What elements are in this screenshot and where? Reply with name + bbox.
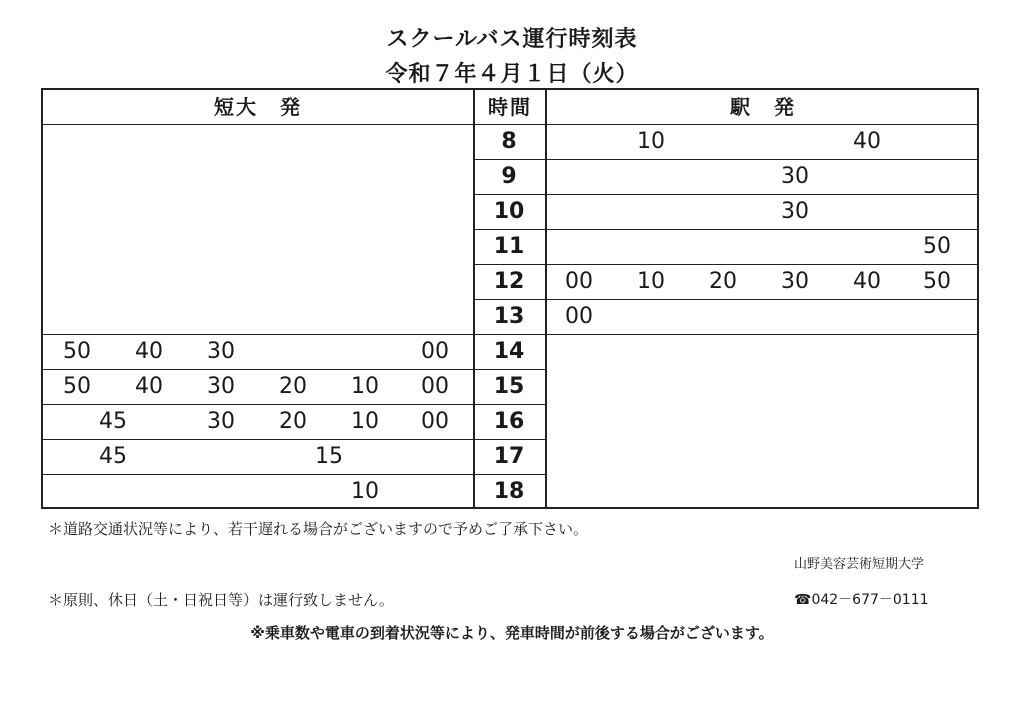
- college-departure-minute: 00: [421, 409, 449, 434]
- college-departure-minute: 40: [135, 374, 163, 399]
- hour-cell: 16: [493, 409, 525, 434]
- row-divider: [545, 159, 979, 160]
- phone-number: ☎042－677－0111: [794, 592, 929, 608]
- header-hour: 時間: [488, 95, 532, 119]
- college-departure-minute: 10: [351, 374, 379, 399]
- college-departure-minute: 20: [279, 374, 307, 399]
- college-departure-minute: 00: [421, 374, 449, 399]
- college-departure-minute: 10: [351, 409, 379, 434]
- hour-cell: 12: [493, 269, 525, 294]
- note-traffic: ＊道路交通状況等により、若干遅れる場合がございますので予めご了承下さい。: [48, 520, 589, 538]
- hour-cell: 18: [493, 479, 525, 504]
- college-departure-minute: 50: [63, 374, 91, 399]
- college-departure-minute: 30: [207, 409, 235, 434]
- row-divider: [545, 299, 979, 300]
- college-departure-minute: 20: [279, 409, 307, 434]
- row-divider: [473, 264, 545, 265]
- college-departure-minute: 00: [421, 339, 449, 364]
- row-divider: [473, 369, 545, 370]
- station-departure-minute: 00: [565, 269, 593, 294]
- row-divider: [545, 334, 979, 335]
- row-divider: [473, 474, 545, 475]
- station-departure-minute: 30: [781, 269, 809, 294]
- station-departure-minute: 40: [853, 129, 881, 154]
- college-departure-minute: 30: [207, 374, 235, 399]
- station-departure-minute: 20: [709, 269, 737, 294]
- college-departure-minute: 45: [99, 444, 127, 469]
- row-divider: [473, 229, 545, 230]
- hour-cell: 8: [501, 129, 517, 154]
- hour-cell: 17: [493, 444, 525, 469]
- row-divider: [473, 159, 545, 160]
- row-divider: [43, 474, 473, 475]
- station-departure-minute: 10: [637, 129, 665, 154]
- hour-cell: 13: [493, 304, 525, 329]
- station-departure-minute: 50: [923, 269, 951, 294]
- college-departure-minute: 50: [63, 339, 91, 364]
- timetable-date: 令和７年４月１日（火）: [385, 62, 639, 87]
- timetable-grid: [41, 88, 979, 509]
- college-departure-minute: 15: [315, 444, 343, 469]
- station-departure-minute: 30: [781, 199, 809, 224]
- station-departure-minute: 00: [565, 304, 593, 329]
- row-divider: [473, 299, 545, 300]
- hour-cell: 10: [493, 199, 525, 224]
- header-from-college: 短大 発: [214, 95, 302, 119]
- station-departure-minute: 30: [781, 164, 809, 189]
- row-divider: [473, 334, 545, 335]
- timetable-title: スクールバス運行時刻表: [386, 27, 638, 52]
- row-divider: [545, 194, 979, 195]
- college-departure-minute: 10: [351, 479, 379, 504]
- hour-cell: 11: [493, 234, 525, 259]
- row-divider: [473, 404, 545, 405]
- college-departure-minute: 45: [99, 409, 127, 434]
- station-departure-minute: 10: [637, 269, 665, 294]
- school-name: 山野美容芸術短期大学: [794, 557, 925, 572]
- row-divider: [473, 194, 545, 195]
- hour-cell: 14: [493, 339, 525, 364]
- note-emphasis: ※乗車数や電車の到着状況等により、発車時間が前後する場合がございます。: [250, 624, 774, 642]
- college-departure-minute: 30: [207, 339, 235, 364]
- station-departure-minute: 50: [923, 234, 951, 259]
- row-divider: [473, 439, 545, 440]
- hour-cell: 9: [501, 164, 517, 189]
- hour-cell: 15: [493, 374, 525, 399]
- station-departure-minute: 40: [853, 269, 881, 294]
- note-holiday: ＊原則、休日（土・日祝日等）は運行致しません。: [48, 591, 394, 609]
- college-departure-minute: 40: [135, 339, 163, 364]
- header-from-station: 駅 発: [730, 95, 796, 119]
